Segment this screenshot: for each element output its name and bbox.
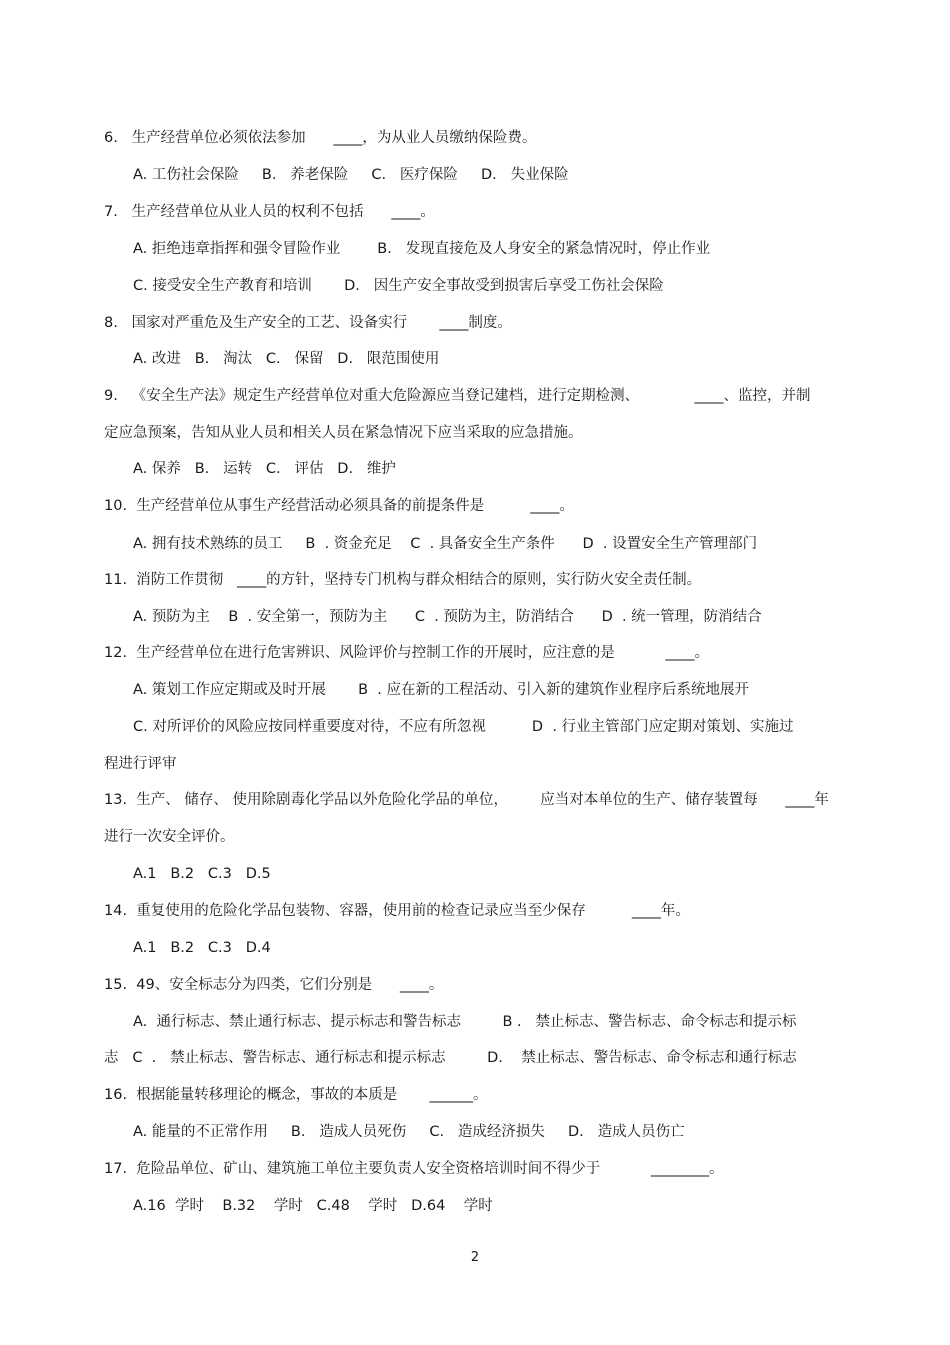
question-17-options: A.16 学时 B.32 学时 C.48 学时 D.64 学时 (133, 1198, 493, 1214)
question-6-options: A. 工伤社会保险 B. 养老保险 C. 医疗保险 D. 失业保险 (133, 167, 569, 183)
question-12-continuation: 程进行评审 (104, 756, 177, 772)
question-11-options: A. 预防为主 B . 安全第一，预防为主 C . 预防为主，防消结合 D . 统一管理，防消结合 (133, 609, 762, 625)
question-7-stem: 7. 生产经营单位从业人员的权利不包括 ____。 (104, 204, 435, 220)
question-15-options: A. 通行标志、禁止通行标志、提示标志和警告标志 B . 禁止标志、警告标志、命令标志和提示标 (133, 1014, 797, 1030)
question-7-options-1: A. 拒绝违章指挥和强令冒险作业 B. 发现直接危及人身安全的紧急情况时，停止作业 (133, 241, 711, 257)
question-17-stem: 17. 危险品单位、矿山、建筑施工单位主要负责人安全资格培训时间不得少于 ________。 (104, 1161, 724, 1177)
question-6-stem: 6. 生产经营单位必须依法参加 ____，为从业人员缴纳保险费。 (104, 130, 537, 146)
question-14-options: A.1 B.2 C.3 D.4 (133, 940, 271, 956)
question-9-options: A. 保养 B. 运转 C. 评估 D. 维护 (133, 461, 396, 477)
question-16-stem: 16. 根据能量转移理论的概念，事故的本质是 ______。 (104, 1087, 488, 1103)
question-11-stem: 11. 消防工作贯彻 ____的方针，坚持专门机构与群众相结合的原则，实行防火安全责任制。 (104, 572, 702, 588)
question-13-continuation: 进行一次安全评价。 (104, 829, 235, 845)
question-8-stem: 8. 国家对严重危及生产安全的工艺、设备实行 ____制度。 (104, 315, 512, 331)
question-8-options: A. 改进 B. 淘汰 C. 保留 D. 限范围使用 (133, 351, 440, 367)
question-13-options: A.1 B.2 C.3 D.5 (133, 866, 271, 882)
question-15-continuation: 志 C . 禁止标志、警告标志、通行标志和提示标志 D. 禁止标志、警告标志、命令标志和通行标志 (104, 1050, 797, 1066)
question-13-stem: 13. 生产、 储存、 使用除剧毒化学品以外危险化学品的单位， 应当对本单位的生产、储存装置每 ____年 (104, 792, 829, 808)
question-7-options-2: C. 接受安全生产教育和培训 D. 因生产安全事故受到损害后享受工伤社会保险 (133, 278, 664, 294)
question-9-stem: 9. 《安全生产法》规定生产经营单位对重大危险源应当登记建档，进行定期检测、 ____、监控，并制 (104, 388, 811, 404)
question-10-options: A. 拥有技术熟练的员工 B . 资金充足 C . 具备安全生产条件 D . 设置安全生产管理部门 (133, 536, 758, 552)
question-12-stem: 12. 生产经营单位在进行危害辨识、风险评价与控制工作的开展时，应注意的是 ____。 (104, 645, 709, 661)
question-9-continuation: 定应急预案，告知从业人员和相关人员在紧急情况下应当采取的应急措施。 (104, 425, 583, 441)
question-12-options-2: C. 对所评价的风险应按同样重要度对待，不应有所忽视 D . 行业主管部门应定期对策划、实施过 (133, 719, 794, 735)
question-15-stem: 15. 49、安全标志分为四类，它们分别是 ____。 (104, 977, 444, 993)
question-10-stem: 10. 生产经营单位从事生产经营活动必须具备的前提条件是 ____。 (104, 498, 574, 514)
question-16-options: A. 能量的不正常作用 B. 造成人员死伤 C. 造成经济损失 D. 造成人员伤亡 (133, 1124, 685, 1140)
page-number: 2 (470, 1250, 480, 1265)
question-12-options-1: A. 策划工作应定期或及时开展 B . 应在新的工程活动、引入新的建筑作业程序后系统地展开 (133, 682, 750, 698)
question-14-stem: 14. 重复使用的危险化学品包装物、容器，使用前的检查记录应当至少保存 ____年。 (104, 903, 690, 919)
